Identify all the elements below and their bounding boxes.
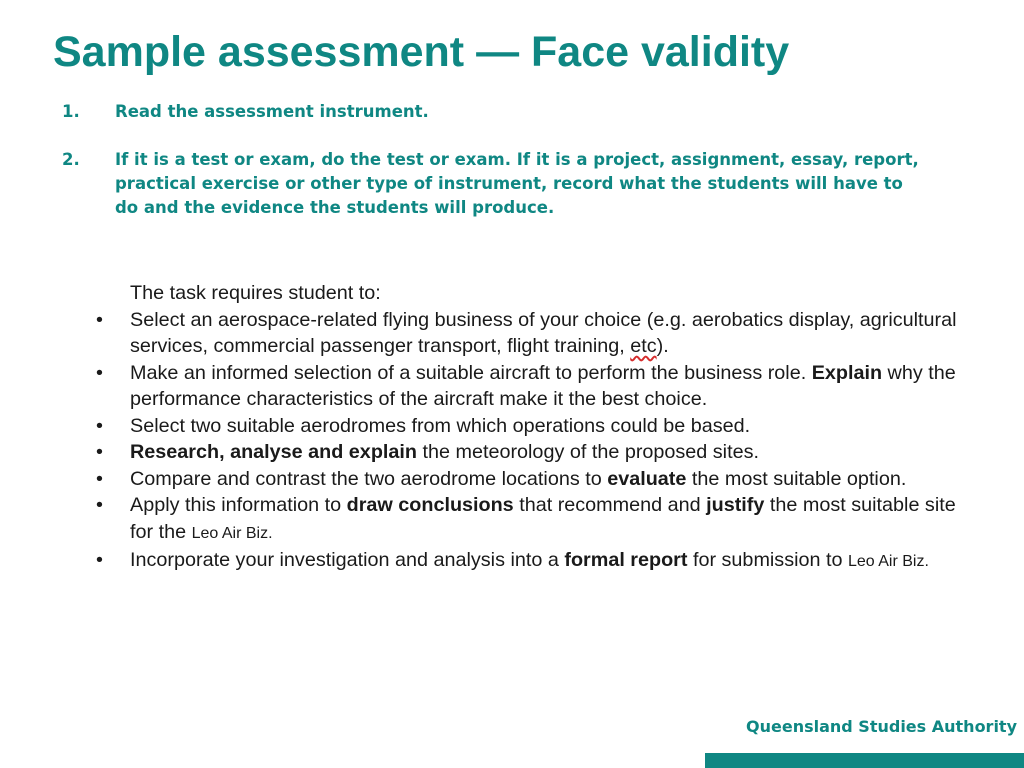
bullet-text: that recommend and — [513, 494, 707, 516]
task-bullet — [94, 492, 974, 547]
step-text: If it is a test or exam, do the test or exam. If it is a project, assignment, essay, report, practical exercise or other type of instrument, record what the students will have to do and the evidence the students will produce. — [115, 150, 919, 217]
bullet-text: Incorporate your investigation and analysis into a — [130, 549, 565, 571]
task-bullet — [94, 466, 974, 493]
business-name: Leo Air Biz. — [191, 524, 273, 542]
bullet-icon: • — [96, 361, 103, 384]
bullet-text: why the performance characteristics of the aircraft make it the best choice. — [130, 361, 956, 410]
bullet-text: the meteorology of the proposed sites. — [416, 441, 759, 463]
task-bullet — [94, 547, 974, 576]
task-bullet — [94, 413, 974, 440]
instruction-steps — [62, 100, 922, 220]
step-number: 1. — [62, 102, 80, 121]
bullet-text: the most suitable option. — [686, 467, 907, 490]
task-bullet — [94, 439, 974, 466]
task-bullet — [94, 307, 974, 360]
step-item — [62, 148, 922, 220]
task-bullet — [94, 360, 974, 413]
bullet-emphasis: Explain — [811, 361, 883, 384]
bullet-emphasis: evaluate — [607, 467, 687, 490]
bullet-text: Select an aerospace-related flying business of your choice (e.g. aerobatics display, agricultural services, commercial passenger transport, flight training, — [130, 308, 957, 357]
bullet-text: for submission to — [687, 549, 848, 571]
task-bullet-list — [94, 307, 974, 576]
bullet-text: Compare and contrast the two aerodrome locations to — [130, 467, 608, 490]
bullet-text: Make an informed selection of a suitable aircraft to perform the business role. — [130, 361, 812, 384]
business-name: Leo Air Biz. — [847, 553, 929, 570]
bullet-icon: • — [96, 467, 103, 490]
bullet-text: the most suitable site for the — [130, 494, 956, 543]
step-number: 2. — [62, 150, 80, 169]
task-description — [94, 280, 974, 576]
task-intro: The task requires student to: — [130, 282, 381, 304]
bullet-icon: • — [96, 549, 103, 571]
bullet-icon: • — [96, 308, 103, 331]
bullet-text: ). — [656, 335, 669, 357]
page-title: Sample assessment — Face validity — [53, 28, 790, 76]
bullet-emphasis: justify — [706, 494, 765, 516]
bullet-emphasis: draw conclusions — [346, 494, 514, 516]
bullet-text: Apply this information to — [130, 494, 347, 516]
bullet-icon: • — [96, 441, 103, 463]
step-item — [62, 100, 922, 124]
bullet-icon: • — [96, 414, 103, 437]
organisation-logo-text: Queensland Studies Authority — [746, 717, 1018, 736]
footer-accent-bar — [705, 753, 1024, 768]
spellcheck-word: etc — [630, 335, 657, 357]
step-text: Read the assessment instrument. — [115, 102, 429, 121]
bullet-icon: • — [96, 494, 103, 516]
bullet-emphasis: Research, analyse and explain — [130, 441, 417, 463]
bullet-emphasis: formal report — [564, 549, 688, 571]
bullet-text: Select two suitable aerodromes from which operations could be based. — [130, 414, 751, 437]
